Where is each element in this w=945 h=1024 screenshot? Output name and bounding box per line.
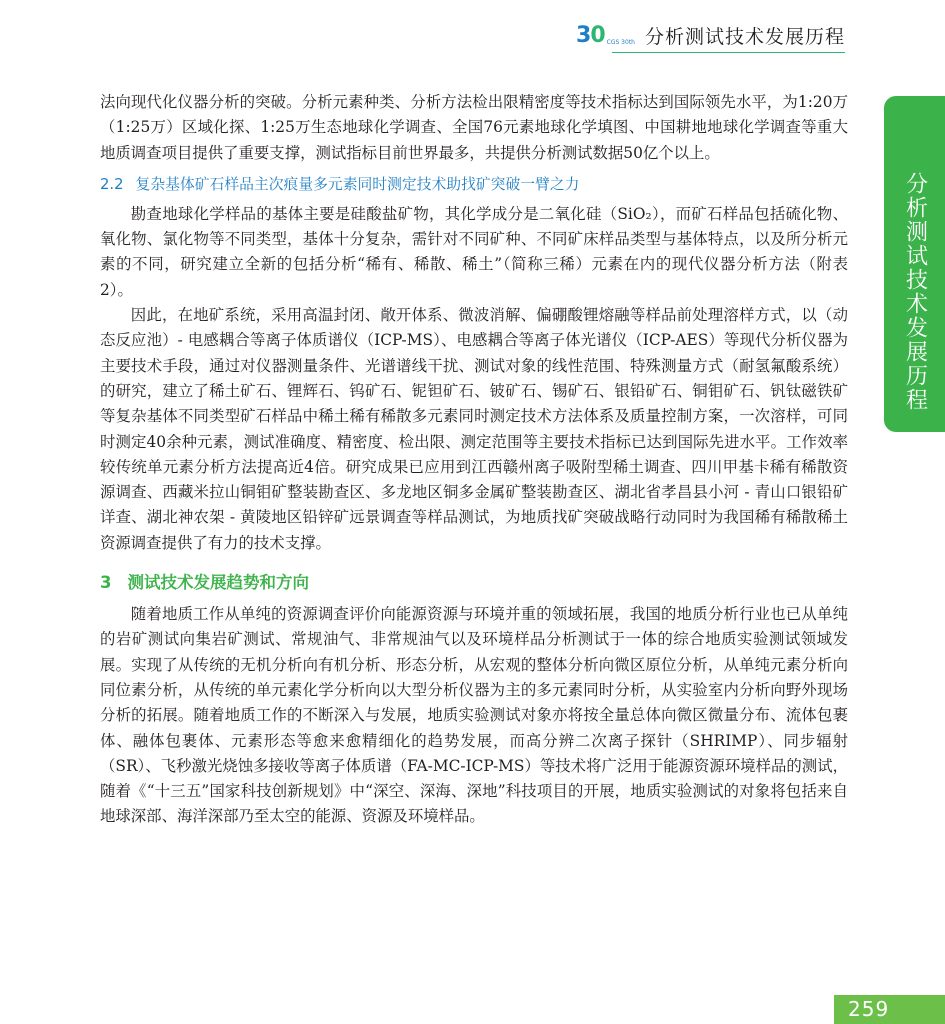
logo-subtext: CGS 30th <box>606 39 635 46</box>
anniversary-logo <box>576 22 605 48</box>
running-header <box>576 22 845 49</box>
body-paragraph: 随着地质工作从单纯的资源调查评价向能源资源与环境并重的领域拓展，我国的地质分析行业也已从单纯的岩矿测试向集岩矿测试、常规油气、非常规油气以及环境样品分析测试于一体的综合地质实验测试领域发展。实现了从传统的无机分析向有机分析、形态分析，从宏观的整体分析向微区原位分析，从单纯元素分析向同位素分析，从传统的单元素化学分析向以大型分析仪器为主的多元素同时分析，从实验室内分析向野外现场分析的拓展。随着地质工作的不断深入与发展，地质实验测试对象亦将按全量总体向微区微量分布、流体包裹体、融体包裹体、元素形态等愈来愈精细化的趋势发展，而高分辨二次离子探针（SHRIMP）、同步辐射（SR）、飞秒激光烧蚀多接收等离子体质谱（FA-MC-ICP-MS）等技术将广泛用于能源资源环境样品的测试，随着《“十三五”国家科技创新规划》中“深空、深海、深地”科技项目的开展，地质实验测试的对象将包括来自地球深部、海洋深部乃至太空的能源、资源及环境样品。 <box>100 605 848 826</box>
body-paragraph: 因此，在地矿系统，采用高温封闭、敞开体系、微波消解、偏硼酸锂熔融等样品前处理溶样方式，以（动态反应池）- 电感耦合等离子体质谱仪（ICP-MS）、电感耦合等离子体光谱仪（ICP-AES）等现代分析仪器为主要技术手段，通过对仪器测量条件、光谱谱线干扰、测试对象的线性范围、特殊测量方式（耐氢氟酸系统）的研究，建立了稀土矿石、锂辉石、钨矿石、铌钽矿石、铍矿石、锡矿石、银铅矿石、铜钼矿石、钒钛磁铁矿等复杂基体不同类型矿石样品中稀土稀有稀散多元素同时测定技术方法体系及质量控制方案，一次溶样，可同时测定40余种元素，测试准确度、精密度、检出限、测定范围等主要技术指标已达到国际先进水平。工作效率较传统单元素分析方法提高近4倍。研究成果已应用到江西赣州离子吸附型稀土调查、四川甲基卡稀有稀散资源调查、西藏米拉山铜钼矿整装勘查区、多龙地区铜多金属矿整装勘查区、湖北省孝昌县小河 - 青山口银铅矿详查、湖北神农架 - 黄陵地区铅锌矿远景调查等样品测试，为地质找矿突破战略行动同时为我国稀有稀散稀土资源调查提供了有力的技术支撑。 <box>100 306 848 552</box>
page-number-tab <box>834 995 945 1024</box>
logo-numeral: 3 <box>576 22 591 48</box>
section-heading-3 <box>100 570 848 596</box>
section-title: 复杂基体矿石样品主次痕量多元素同时测定技术助找矿突破一臂之力 <box>135 175 580 193</box>
body-paragraph: 勘查地球化学样品的基体主要是硅酸盐矿物，其化学成分是二氧化硅（SiO₂），而矿石样品包括硫化物、氧化物、氯化物等不同类型，基体十分复杂，需针对不同矿种、不同矿床样品类型与基体特点，以及所分析元素的不同，研究建立全新的包括分析“稀有、稀散、稀土”（简称三稀）元素在内的现代仪器分析方法（附表2）。 <box>100 204 848 299</box>
running-header-title: 分析测试技术发展历程 <box>644 26 845 48</box>
section-number: 3 <box>100 573 112 593</box>
section-number: 2.2 <box>100 175 124 193</box>
page-content <box>100 90 848 830</box>
header-rule <box>612 52 845 53</box>
section-title: 测试技术发展趋势和方向 <box>127 573 309 593</box>
section-heading-2-2 <box>100 174 848 196</box>
chapter-side-tab-label: 分析测试技术发展历程 <box>902 172 928 412</box>
logo-zero: 0 <box>590 22 605 48</box>
intro-paragraph: 法向现代化仪器分析的突破。分析元素种类、分析方法检出限精密度等技术指标达到国际领先水平，为1:20万（1:25万）区域化探、1:25万生态地球化学调查、全国76元素地球化学填图、中国耕地地球化学调查等重大地质调查项目提供了重要支撑，测试指标目前世界最多，共提供分析测试数据50亿个以上。 <box>100 93 848 162</box>
chapter-side-tab <box>884 96 945 432</box>
page-number: 259 <box>848 997 890 1021</box>
